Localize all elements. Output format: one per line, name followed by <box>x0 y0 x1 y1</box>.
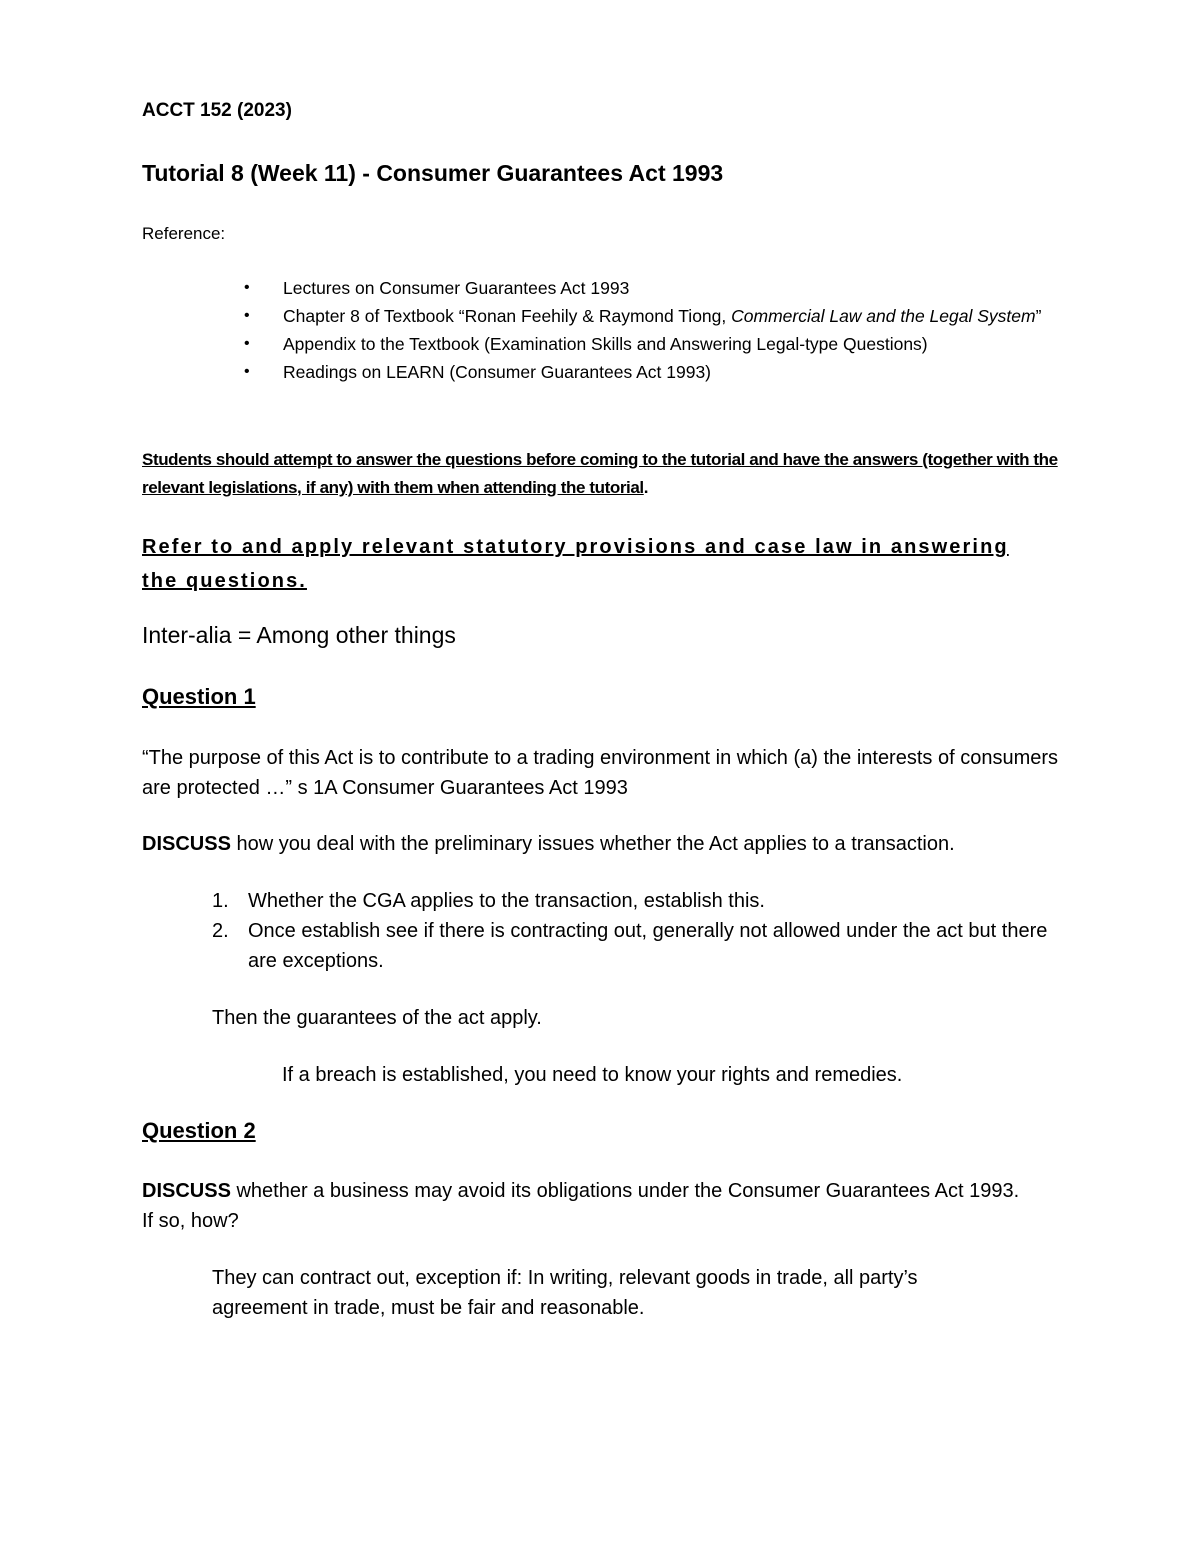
reference-list <box>142 274 1063 386</box>
question-1-discuss <box>142 829 1062 859</box>
student-notice <box>142 446 1072 502</box>
reference-label: Reference: <box>142 224 226 243</box>
list-item <box>142 302 1063 330</box>
list-item <box>142 916 1068 976</box>
course-code: ACCT 152 (2023) <box>142 100 292 121</box>
bullet-icon: • <box>244 335 250 352</box>
question-1-breach: If a breach is established, you need to know your rights and remedies. <box>282 1064 903 1086</box>
notice-end: . <box>643 478 649 497</box>
question-1-heading: Question 1 <box>142 684 256 709</box>
bullet-icon: • <box>244 363 250 380</box>
list-item <box>142 358 1063 386</box>
inter-alia-definition: Inter-alia = Among other things <box>142 622 456 648</box>
step-number: 1. <box>212 890 229 912</box>
textbook-title: Commercial Law and the Legal System <box>731 306 1036 326</box>
notice-text: Students should attempt to answer the questions before coming to the tutorial and have the answers (together with the relevant legislations, if any) with them when attending the tutorial <box>142 450 1058 497</box>
discuss-keyword: DISCUSS <box>142 1180 231 1202</box>
document-title: Tutorial 8 (Week 11) - Consumer Guarantees Act 1993 <box>142 160 724 186</box>
step-text: Whether the CGA applies to the transaction, establish this. <box>248 890 765 912</box>
reference-text: Readings on LEARN (Consumer Guarantees Act 1993) <box>283 362 712 382</box>
question-2-discuss <box>142 1176 1022 1236</box>
discuss-keyword: DISCUSS <box>142 833 231 855</box>
list-item <box>142 274 1063 302</box>
reference-text: ” <box>1035 306 1042 326</box>
step-number: 2. <box>212 920 229 942</box>
step-text: Once establish see if there is contracting out, generally not allowed under the act but there are exceptions. <box>248 920 1048 972</box>
question-2-heading: Question 2 <box>142 1118 256 1143</box>
bullet-icon: • <box>244 307 250 324</box>
question-2-answer: They can contract out, exception if: In writing, relevant goods in trade, all party’s agreement in trade, must be fair and reasonable. <box>212 1267 918 1319</box>
list-item <box>142 886 1068 916</box>
reference-text: Appendix to the Textbook (Examination Skills and Answering Legal-type Questions) <box>283 334 928 354</box>
discuss-text: whether a business may avoid its obligations under the Consumer Guarantees Act 1993. If so, how? <box>142 1180 1020 1232</box>
discuss-text: how you deal with the preliminary issues whether the Act applies to a transaction. <box>230 833 955 855</box>
bullet-icon: • <box>244 279 250 296</box>
reference-text: Chapter 8 of Textbook “Ronan Feehily & Raymond Tiong, <box>283 306 732 326</box>
question-1-quote: “The purpose of this Act is to contribute to a trading environment in which (a) the interests of consumers are protected …” s 1A Consumer Guarantees Act 1993 <box>142 747 1059 799</box>
reference-text: Lectures on Consumer Guarantees Act 1993 <box>283 278 630 298</box>
apply-instruction: Refer to and apply relevant statutory provisions and case law in answering the questions. <box>142 536 1009 592</box>
question-1-steps <box>142 886 1068 976</box>
list-item <box>142 330 1063 358</box>
question-1-then: Then the guarantees of the act apply. <box>212 1007 542 1029</box>
